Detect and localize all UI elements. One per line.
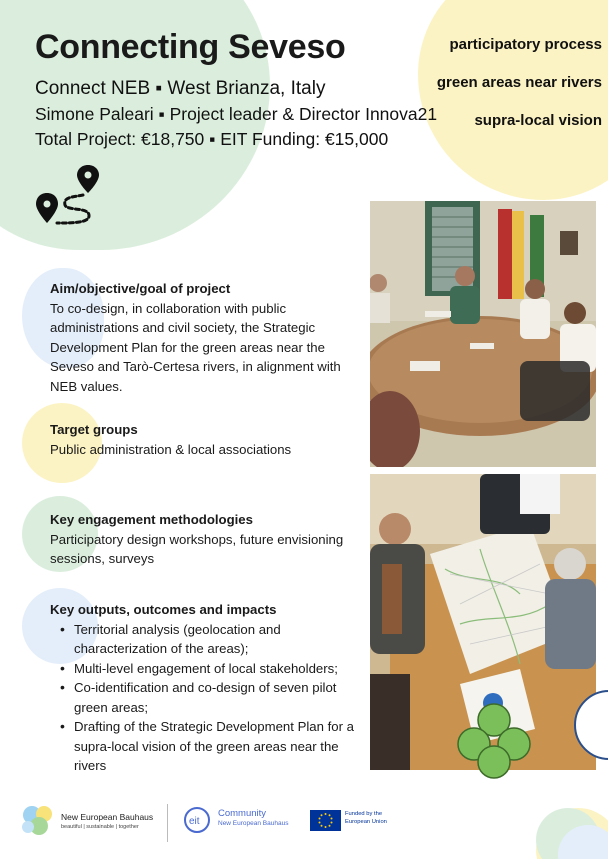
- tag-green-areas: green areas near rivers: [436, 74, 602, 91]
- aim-text: To co-design, in collaboration with public administrations and civil society, the Strategic Development Plan for the green areas near the Seveso and Tarò-Certesa rivers, in alignment with NEB values.: [50, 300, 341, 394]
- eit-name: Community: [218, 808, 267, 819]
- outputs-heading: Key outputs, outcomes and impacts: [50, 602, 277, 617]
- aim-heading: Aim/objective/goal of project: [50, 281, 231, 296]
- tag-participatory: participatory process: [449, 36, 602, 53]
- new-european-bauhaus-logo: [18, 803, 58, 839]
- eu-line-2: European Union: [345, 818, 387, 825]
- outputs-section: [50, 600, 366, 776]
- program-location: Connect NEB ▪ West Brianza, Italy: [35, 78, 326, 99]
- eit-community-logo: [182, 806, 216, 834]
- neb-logo-text: [61, 812, 153, 832]
- list-item: • Multi-level engagement of local stakeholders;: [58, 659, 366, 679]
- aim-section: [50, 279, 366, 396]
- eit-logo-text: [218, 809, 288, 829]
- methodologies-text: Participatory design workshops, future envisioning sessions, surveys: [50, 531, 344, 566]
- target-heading: Target groups: [50, 422, 138, 437]
- route-map-pin-icon: [33, 163, 103, 233]
- target-text: Public administration & local associations: [50, 441, 292, 457]
- footer-divider: [167, 804, 168, 842]
- funding-info: Total Project: €18,750 ▪ EIT Funding: €15,000: [35, 129, 389, 149]
- list-item: • Drafting of the Strategic Development Plan for a supra-local vision of the green areas near the rivers: [58, 717, 366, 776]
- eu-line-1: Funded by the: [345, 811, 383, 817]
- meeting-photo: [370, 201, 596, 467]
- list-item: • Territorial analysis (geolocation and characterization of the areas);: [58, 620, 366, 659]
- neb-tagline: beautiful | sustainable | together: [61, 824, 139, 830]
- eu-funding-text: [345, 811, 387, 826]
- list-item: • Co-identification and co-design of seven pilot green areas;: [58, 678, 366, 717]
- eit-mark: eit: [189, 816, 200, 827]
- keyword-tags: [437, 34, 602, 148]
- eit-subtitle: New European Bauhaus: [218, 820, 289, 827]
- footer: [0, 795, 608, 859]
- eu-flag-icon: [310, 810, 341, 831]
- project-leader: Simone Paleari ▪ Project leader & Director Innova21: [35, 104, 438, 124]
- page-title: Connecting Seveso: [35, 28, 346, 66]
- target-section: [50, 420, 366, 459]
- methodologies-heading: Key engagement methodologies: [50, 512, 253, 527]
- neb-name: New European Bauhaus: [61, 812, 154, 822]
- methodologies-section: [50, 510, 366, 569]
- clover-icon: [452, 700, 536, 784]
- tag-supra-local: supra-local vision: [474, 112, 602, 129]
- outputs-list: [58, 620, 366, 776]
